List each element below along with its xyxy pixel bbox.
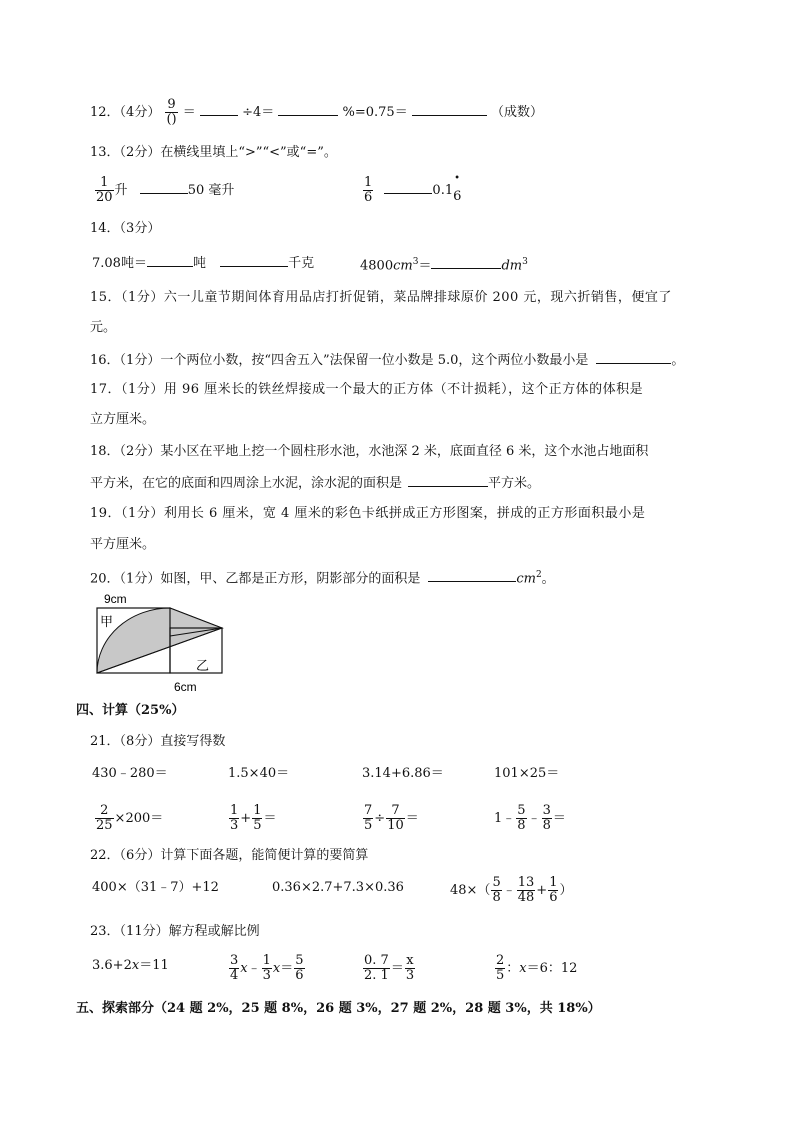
q21-r1-c1: 430﹣280＝	[92, 766, 168, 781]
q22-title: 22．（6分）计算下面各题，能简便计算的要简算	[90, 848, 369, 863]
section-5-title: 五、探索部分（24 题 2%，25 题 8%，26 题 3%，27 题 2%，28 题 3%，共 18%）	[76, 1001, 601, 1016]
q21-r2-c2: $\frac{1}{3}$ + $\frac{1}{5}$ ＝	[230, 803, 277, 833]
q13-item-a: $\frac{1}{20}$ 升 50 毫升	[96, 175, 235, 205]
q22-e1: 400×（31﹣7）+12	[92, 880, 219, 895]
q18-blank[interactable]	[408, 474, 488, 487]
q21-title: 21．（8分）直接写得数	[90, 734, 226, 749]
shaded-triangle	[170, 608, 222, 636]
q20-blank[interactable]	[428, 569, 516, 582]
q16-blank[interactable]	[596, 351, 671, 364]
q12-blank-3[interactable]	[412, 103, 487, 116]
q13-blank-b[interactable]	[384, 181, 432, 194]
q14-item-a: 7.08吨＝ 吨 千克	[92, 256, 315, 271]
q21-r2-c4: 1﹣ $\frac{5}{8}$ ﹣ $\frac{3}{8}$ ＝	[494, 803, 566, 833]
q12-fraction: $\frac{9}{()}$	[166, 97, 177, 127]
q17-line2: 立方厘米。	[90, 412, 156, 427]
q21-r2-c1: $\frac{2}{25}$ ×200＝	[96, 803, 164, 833]
q21-r1-c3: 3.14+6.86＝	[362, 766, 444, 781]
q17-line1: 17．（1分）用 96 厘米长的铁丝焊接成一个最大的正方体（不计损耗），这个正方体的体积是	[90, 382, 644, 397]
q12: 12．（4分） $\frac{9}{()}$ ＝ ÷4＝ %=0.75＝ （成数）	[90, 97, 544, 127]
q20-figure	[90, 588, 230, 698]
q21-r1-c2: 1.5×40＝	[228, 766, 290, 781]
q14-title: 14．（3分）	[90, 221, 161, 236]
label-jia: 甲	[100, 615, 114, 630]
q23-title: 23．（11分）解方程或解比例	[90, 924, 260, 939]
q19-line2: 平方厘米。	[90, 537, 156, 552]
q19-line1: 19．（1分）利用长 6 厘米，宽 4 厘米的彩色卡纸拼成正方形图案，拼成的正方形面积最小是	[90, 506, 646, 521]
q12-blank-2[interactable]	[278, 103, 338, 116]
q21-r2-c3: $\frac{7}{5}$ ÷ $\frac{7}{10}$ ＝	[364, 803, 419, 833]
label-6cm: 6cm	[174, 680, 197, 694]
q21-r1-c4: 101×25＝	[494, 766, 560, 781]
q22-e2: 0.36×2.7+7.3×0.36	[272, 880, 404, 895]
q14-blank-1[interactable]	[147, 254, 193, 267]
q18-line2: 平方米，在它的底面和四周涂上水泥，涂水泥的面积是 平方米。	[90, 476, 541, 491]
q16: 16．（1分）一个两位小数，按“四舍五入”法保留一位小数是 5.0，这个两位小数最小是 。	[90, 353, 685, 368]
q23-e4: $\frac{2}{5}$ ：x＝6：12	[496, 953, 578, 983]
q23-e1: 3.6+2x＝11	[92, 958, 169, 973]
section-4-title: 四、计算（25%）	[76, 703, 185, 718]
q13-blank-a[interactable]	[140, 181, 188, 194]
q12-blank-1[interactable]	[200, 103, 238, 116]
label-9cm: 9cm	[104, 592, 127, 606]
q15-line1: 15．（1分）六一儿童节期间体育用品店打折促销，菜品牌排球原价 200 元，现六折销售，便宜了	[90, 290, 672, 305]
label-yi: 乙	[196, 659, 210, 674]
q14-item-b: $4800cm^3= dm^3$	[360, 257, 528, 274]
q13-title: 13．（2分）在横线里填上“>”“<”或“=”。	[90, 145, 337, 160]
q20: 20．（1分）如图，甲、乙都是正方形，阴影部分的面积是 $cm^2$。	[90, 570, 555, 587]
q18-line1: 18．（2分）某小区在平地上挖一个圆柱形水池，水池深 2 米，底面直径 6 米，这个水池占地面积	[90, 444, 649, 459]
q14-blank-2[interactable]	[220, 254, 288, 267]
q23-e2: $\frac{3}{4}$ x﹣ $\frac{1}{3}$ x＝ $\frac{5}{6}$	[230, 953, 304, 983]
q23-e3: $\frac{0. 7}{2. 1}$ ＝ $\frac{x}{3}$	[364, 953, 415, 983]
q14-blank-3[interactable]	[431, 256, 501, 269]
q15-line2: 元。	[90, 320, 117, 335]
q13-item-b: $\frac{1}{6}$ 0.1 • 6	[364, 173, 462, 205]
q22-e3: 48×（ $\frac{5}{8}$ ﹣ $\frac{13}{48}$ + $\frac{1}{6}$ ）	[450, 875, 573, 905]
